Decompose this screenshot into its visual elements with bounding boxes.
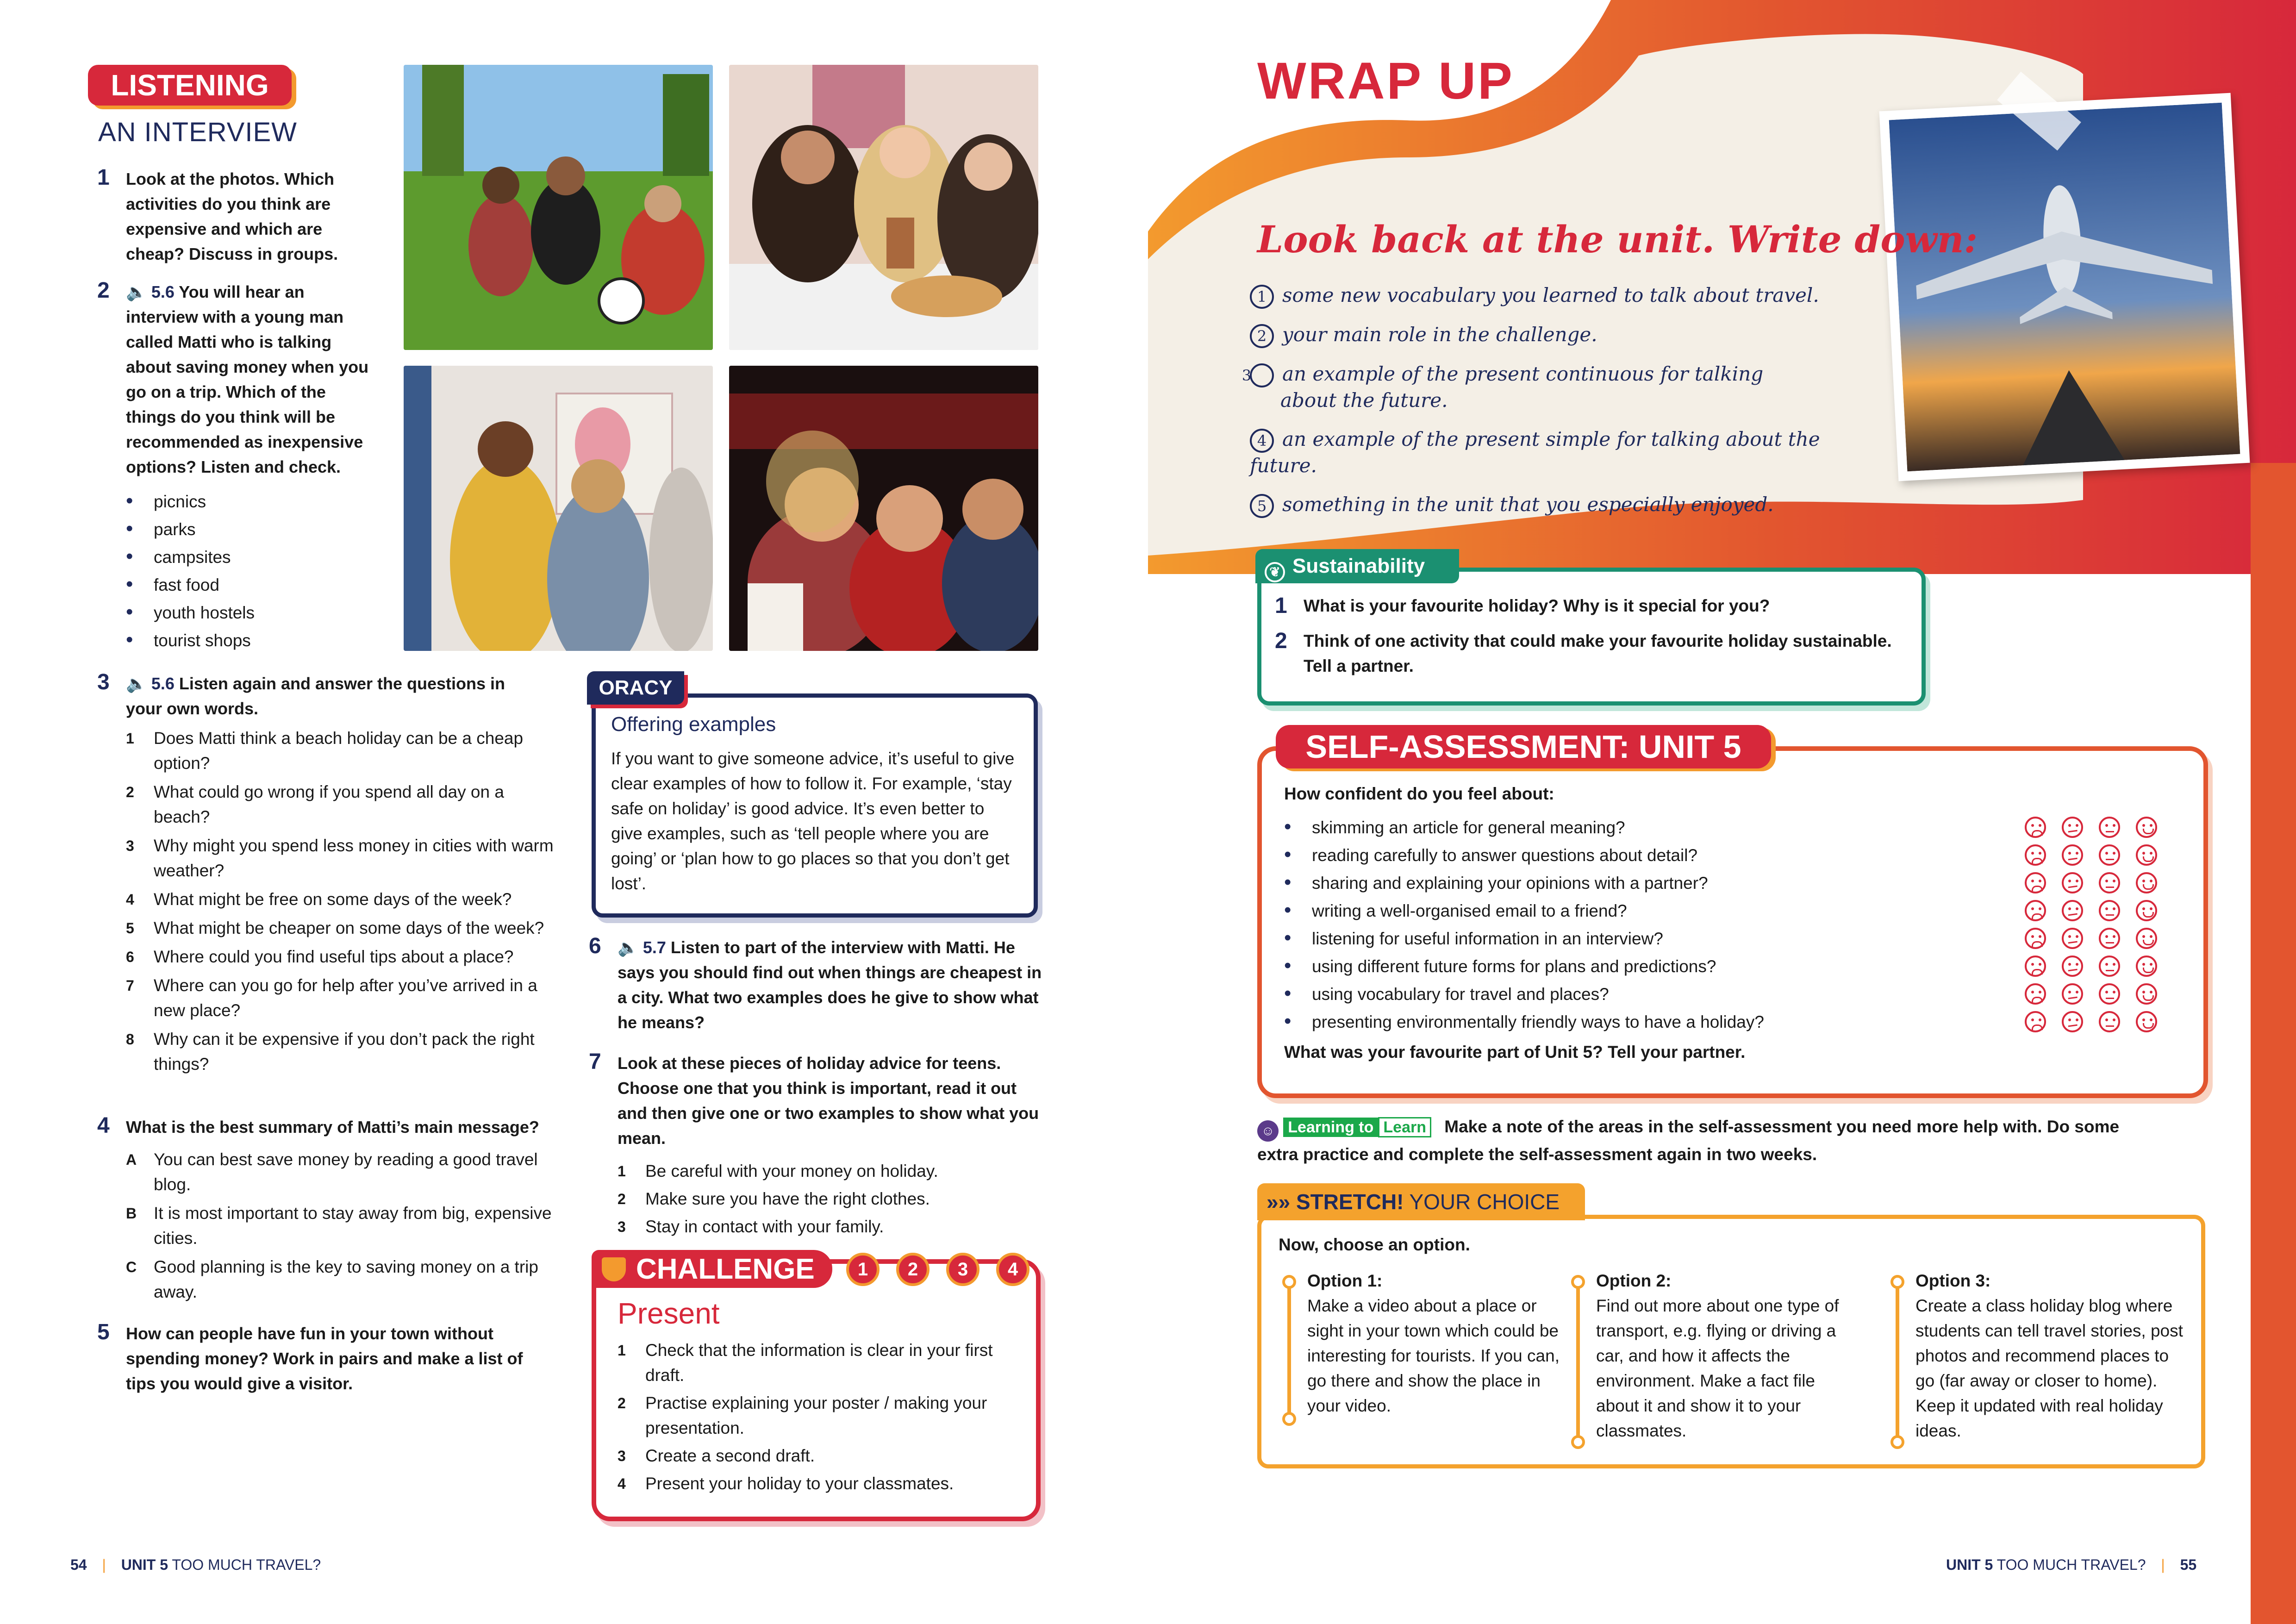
page-footer-left: [70, 1556, 321, 1574]
footer-unit: UNIT 5: [1946, 1556, 1993, 1573]
timeline: [1571, 1275, 1585, 1446]
sustainability-tag: ❦ Sustainability: [1255, 549, 1459, 583]
list-item: • youth hostels: [126, 599, 367, 627]
footer-unit: UNIT 5: [121, 1556, 168, 1573]
list-item: • campsites: [126, 543, 367, 571]
neutral-face-icon[interactable]: [2099, 928, 2120, 949]
challenge-steps: [846, 1253, 1041, 1286]
learning-text: Make a note of the areas in the self-assessment you need more help with. Do some extra practice and complete the self-assessment again in two weeks.: [1257, 1117, 2120, 1164]
happy-face-icon[interactable]: [2136, 983, 2157, 1005]
list-item: 1 Check that the information is clear in your first draft.: [618, 1341, 993, 1385]
page-number: 55: [2180, 1556, 2197, 1573]
step-badge: 3: [946, 1253, 980, 1286]
photo-airplane: [1879, 93, 2250, 481]
q3-text: Listen again and answer the questions in your own words.: [126, 674, 505, 718]
list-item: 4 Present your holiday to your classmates.: [618, 1474, 954, 1493]
q1-number: 1: [97, 165, 110, 190]
list-item: 8 Why can it be expensive if you don’t pack the right things?: [126, 1030, 535, 1074]
q5-number: 5: [97, 1320, 110, 1344]
lookback-item: 1 some new vocabulary you learned to talk about travel.: [1250, 282, 1870, 309]
sad-face-icon[interactable]: [2025, 872, 2046, 893]
rating-row[interactable]: [2009, 928, 2176, 956]
sustainability-list: [1275, 593, 1909, 679]
stretch-intro: Now, choose an option.: [1279, 1235, 1470, 1254]
footer-title: TOO MUCH TRAVEL?: [172, 1556, 321, 1573]
option-1[interactable]: [1282, 1268, 1569, 1418]
q3-number: 3: [97, 670, 110, 694]
footer-separator: |: [102, 1556, 106, 1573]
q6-number: 6: [589, 934, 601, 958]
rating-row[interactable]: [2009, 817, 2176, 844]
neutral-face-icon[interactable]: [2099, 956, 2120, 977]
oracy-text: If you want to give someone advice, it’s useful to give clear examples of how to follow it. For example, ‘stay safe on holiday’ is good advice. It’s even better to give examples, such as ‘tell people where you are going’ or ‘plan how to go places so that you don’t get lost’.: [611, 749, 1015, 893]
audio-icon[interactable]: 🔈: [126, 674, 147, 693]
neutral-face-icon[interactable]: [2099, 900, 2120, 921]
chevrons-icon: »»: [1267, 1190, 1291, 1214]
neutral-face-icon[interactable]: [2099, 983, 2120, 1005]
q2-list: [126, 488, 367, 655]
option-title: Option 3:: [1915, 1271, 1991, 1290]
q3-audio: 5.6: [151, 674, 175, 693]
photo-picnic: [404, 65, 713, 350]
rating-row[interactable]: [2009, 900, 2176, 928]
worried-face-icon[interactable]: [2062, 872, 2083, 893]
list-item: A You can best save money by reading a good travel blog.: [126, 1150, 538, 1194]
neutral-face-icon[interactable]: [2099, 844, 2120, 866]
timeline: [1282, 1275, 1296, 1423]
challenge-label: CHALLENGE: [636, 1253, 815, 1285]
photo-museum: [404, 366, 713, 651]
rating-row[interactable]: [2009, 844, 2176, 872]
rating-row[interactable]: [2009, 872, 2176, 900]
brain-icon: ☺: [1257, 1120, 1279, 1142]
worried-face-icon[interactable]: [2062, 956, 2083, 977]
rating-row[interactable]: [2009, 1011, 2176, 1039]
learning-badge-b: Learn: [1378, 1117, 1431, 1137]
learning-block: [1257, 1114, 2128, 1168]
q7-list: [618, 1157, 1034, 1241]
challenge-title: Present: [618, 1297, 720, 1330]
list-item: • presenting environmentally friendly ways to have a holiday?: [1284, 1008, 1978, 1036]
lookback-item: 5 something in the unit that you especially enjoyed.: [1250, 492, 1870, 518]
sad-face-icon[interactable]: [2025, 928, 2046, 949]
timeline: [1890, 1275, 1904, 1446]
lookback-item: 3 an example of the present continuous for talking about the future.: [1242, 362, 1764, 412]
q3-list: [126, 726, 556, 1081]
happy-face-icon[interactable]: [2136, 1011, 2157, 1032]
audio-icon[interactable]: 🔈: [618, 938, 638, 957]
option-title: Option 1:: [1307, 1271, 1383, 1290]
list-item: 7 Where can you go for help after you’ve arrived in a new place?: [126, 976, 537, 1020]
self-assessment-closing: What was your favourite part of Unit 5? Tell your partner.: [1284, 1043, 1746, 1062]
right-edge-bar: [2251, 463, 2296, 1624]
option-3[interactable]: [1890, 1268, 2187, 1443]
happy-face-icon[interactable]: [2136, 817, 2157, 838]
list-item: 1 Does Matti think a beach holiday can be a cheap option?: [126, 729, 524, 773]
step-badge: 4: [996, 1253, 1029, 1286]
audio-icon[interactable]: 🔈: [126, 282, 147, 301]
rating-row[interactable]: [2009, 983, 2176, 1011]
list-item: 1 Be careful with your money on holiday.: [618, 1162, 938, 1181]
q7-number: 7: [589, 1049, 601, 1074]
rating-row[interactable]: [2009, 956, 2176, 983]
list-item: 5 What might be cheaper on some days of the week?: [126, 918, 544, 937]
stretch-tag-bold: STRETCH!: [1296, 1190, 1404, 1214]
list-item: • picnics: [126, 488, 367, 516]
self-assessment-list: [1284, 814, 1978, 1036]
sad-face-icon[interactable]: [2025, 817, 2046, 838]
worried-face-icon[interactable]: [2062, 983, 2083, 1005]
list-item: 3 Stay in contact with your family.: [618, 1217, 884, 1236]
list-item: • listening for useful information in an interview?: [1284, 925, 1978, 953]
option-text: Create a class holiday blog where students can tell travel stories, post photos and recommend places to go (far away or closer to home). Keep it updated with real holiday ideas.: [1915, 1296, 2183, 1440]
footer-separator: |: [2161, 1556, 2165, 1573]
lookback-list: [1242, 282, 1870, 518]
self-assessment-tag: SELF-ASSESSMENT: UNIT 5: [1276, 725, 1771, 768]
list-item: 2 Practise explaining your poster / making your presentation.: [618, 1393, 987, 1437]
list-item: 4 What might be free on some days of the week?: [126, 890, 512, 909]
list-item: • skimming an article for general meaning?: [1284, 814, 1978, 842]
step-badge: 2: [896, 1253, 930, 1286]
option-text: Make a video about a place or sight in your town which could be interesting for tourists. If you can, go there and show the place in your video.: [1307, 1296, 1560, 1415]
q3-block: [126, 671, 543, 721]
q2-block: [126, 280, 376, 480]
sad-face-icon[interactable]: [2025, 983, 2046, 1005]
worried-face-icon[interactable]: [2062, 817, 2083, 838]
challenge-icon: [602, 1257, 626, 1281]
list-item: 3 Create a second draft.: [618, 1446, 815, 1465]
list-item: 2 What could go wrong if you spend all day on a beach?: [126, 782, 504, 826]
option-title: Option 2:: [1596, 1271, 1672, 1290]
neutral-face-icon[interactable]: [2099, 872, 2120, 893]
q1-text: Look at the photos. Which activities do you think are expensive and which are cheap? Discuss in groups.: [126, 169, 338, 263]
list-item: • sharing and explaining your opinions with a partner?: [1284, 869, 1978, 897]
list-item: • reading carefully to answer questions about detail?: [1284, 842, 1978, 869]
neutral-face-icon[interactable]: [2099, 817, 2120, 838]
stretch-tag-rest: YOUR CHOICE: [1409, 1190, 1560, 1214]
list-item: C Good planning is the key to saving money on a trip away.: [126, 1257, 538, 1301]
happy-face-icon[interactable]: [2136, 900, 2157, 921]
sad-face-icon[interactable]: [2025, 844, 2046, 866]
lookback-item: 4 an example of the present simple for talking about the future.: [1250, 428, 1820, 477]
stretch-tag: [1257, 1183, 1585, 1220]
rating-faces: [2009, 817, 2176, 1039]
challenge-list: [618, 1338, 1025, 1499]
footer-title: TOO MUCH TRAVEL?: [1997, 1556, 2146, 1573]
page-number: 54: [70, 1556, 87, 1573]
q4-number: 4: [97, 1113, 110, 1138]
lookback-heading: Look back at the unit. Write down:: [1257, 218, 1978, 261]
list-item: 1 What is your favourite holiday? Why is it special for you?: [1275, 593, 1770, 618]
worried-face-icon[interactable]: [2062, 928, 2083, 949]
list-item: 3 Why might you spend less money in cities with warm weather?: [126, 836, 554, 880]
lookback-item: 2 your main role in the challenge.: [1250, 322, 1870, 348]
photo-cinema: [729, 366, 1038, 651]
step-badge: 1: [846, 1253, 880, 1286]
q5-text: How can people have fun in your town without spending money? Work in pairs and make a list of tips you would give a visitor.: [126, 1324, 523, 1393]
list-item: 6 Where could you find useful tips about a place?: [126, 947, 514, 966]
sad-face-icon[interactable]: [2025, 1011, 2046, 1032]
list-item: • parks: [126, 516, 367, 543]
option-text: Find out more about one type of transport, e.g. flying or driving a car, and how it affects the environment. Make a fact file about it and show it to your classmates.: [1596, 1296, 1839, 1440]
oracy-title: Offering examples: [611, 713, 776, 736]
happy-face-icon[interactable]: [2136, 956, 2157, 977]
happy-face-icon[interactable]: [2136, 928, 2157, 949]
q7-text: Look at these pieces of holiday advice for teens. Choose one that you think is important, read it out and then give one or two examples to show what you mean.: [618, 1054, 1039, 1148]
q6-text: Listen to part of the interview with Matti. He says you should find out when things are cheapest in a city. What two examples does he give to show what he means?: [618, 938, 1042, 1032]
list-item: • writing a well-organised email to a friend?: [1284, 897, 1978, 925]
worried-face-icon[interactable]: [2062, 900, 2083, 921]
section-tag: LISTENING: [88, 65, 292, 106]
worried-face-icon[interactable]: [2062, 1011, 2083, 1032]
neutral-face-icon[interactable]: [2099, 1011, 2120, 1032]
wrapup-title: WRAP UP: [1257, 52, 1514, 110]
list-item: • fast food: [126, 571, 367, 599]
learning-badge-a: Learning to: [1283, 1118, 1378, 1137]
happy-face-icon[interactable]: [2136, 872, 2157, 893]
page-footer-right: [1946, 1556, 2196, 1574]
list-item: 2 Think of one activity that could make your favourite holiday sustainable. Tell a partner.: [1275, 629, 1892, 675]
sad-face-icon[interactable]: [2025, 900, 2046, 921]
self-assessment-question: How confident do you feel about:: [1284, 784, 1554, 803]
option-2[interactable]: [1571, 1268, 1858, 1443]
list-item: • using vocabulary for travel and places?: [1284, 981, 1978, 1008]
q4-text: What is the best summary of Matti’s main message?: [126, 1118, 539, 1137]
q4-list: [126, 1147, 552, 1308]
happy-face-icon[interactable]: [2136, 844, 2157, 866]
list-item: • tourist shops: [126, 627, 367, 655]
sad-face-icon[interactable]: [2025, 956, 2046, 977]
q6-block: [618, 935, 1043, 1035]
q2-text: You will hear an interview with a young man called Matti who is talking about saving money when you go on a trip. Which of the things do you think will be recommended as inexpensive options? Listen and check.: [126, 282, 369, 476]
q6-audio: 5.7: [643, 938, 666, 957]
q2-number: 2: [97, 278, 110, 303]
list-item: • using different future forms for plans and predictions?: [1284, 953, 1978, 981]
list-item: 2 Make sure you have the right clothes.: [618, 1189, 930, 1208]
photo-cafe: [729, 65, 1038, 350]
list-item: B It is most important to stay away from big, expensive cities.: [126, 1204, 552, 1248]
worried-face-icon[interactable]: [2062, 844, 2083, 866]
oracy-tag: ORACY: [587, 671, 684, 705]
leaf-icon: ❦: [1265, 562, 1285, 582]
section-title: AN INTERVIEW: [98, 117, 297, 147]
q2-audio: 5.6: [151, 282, 175, 301]
